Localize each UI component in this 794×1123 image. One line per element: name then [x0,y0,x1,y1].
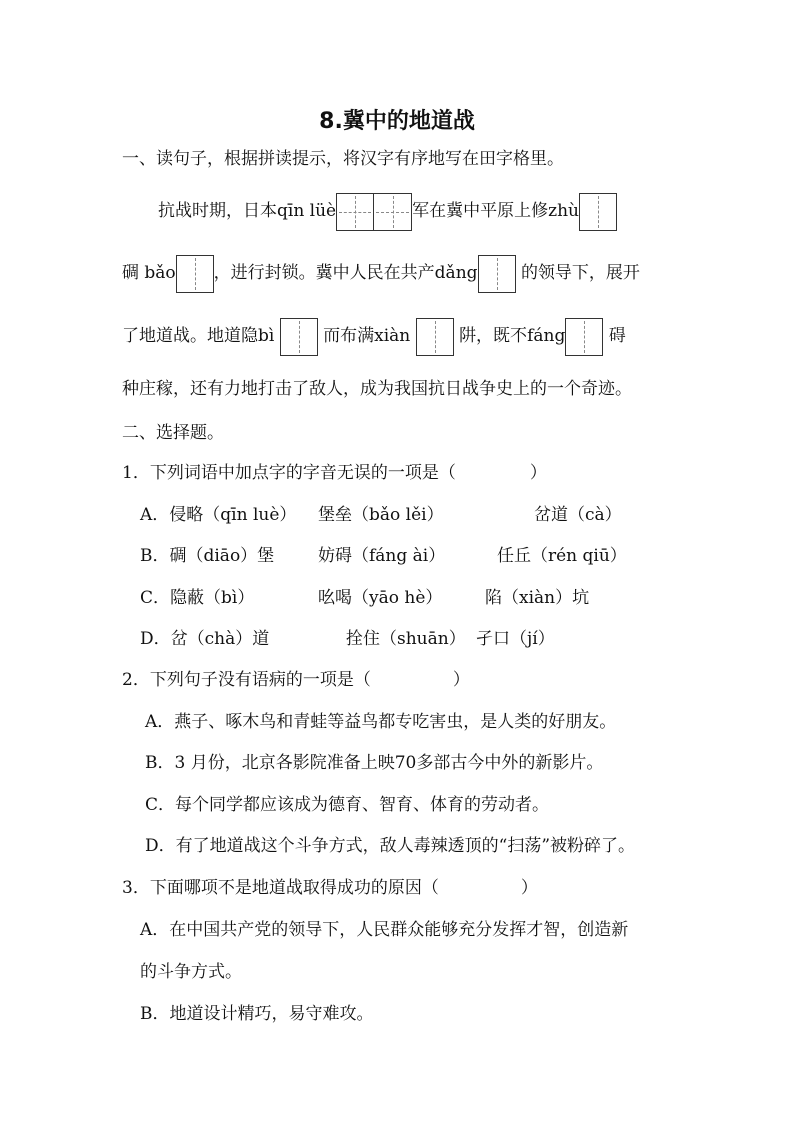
question-3-stem [122,876,538,900]
q1-option-a-2: 堡垒（bǎo lěi） [318,505,444,525]
tianzige-pair-qinlue[interactable] [336,193,412,231]
q2-option-b: B．3 月份，北京各影院准备上映70多部古今中外的新影片。 [145,753,604,773]
pinyin-hint: dǎng [434,263,478,283]
text-segment: 碍 [608,326,626,346]
section2-heading: 二、选择题。 [122,423,224,443]
q2-option-c: C．每个同学都应该成为德育、智育、体育的劳动者。 [145,795,550,815]
pinyin-hint: bì [258,326,275,346]
paren-close: ） [452,670,470,690]
question-text: 1．下列词语中加点字的字音无误的一项是（ [122,463,456,483]
text-segment: 抗战时期，日本 [158,201,277,221]
pinyin-hint: zhù [548,201,579,221]
section1-line-3 [122,315,626,357]
tianzige-box-bao[interactable] [176,255,214,293]
page-title: 8.冀中的地道战 [319,109,475,134]
question-1-stem [122,461,547,485]
q3-option-a-line-2: 的斗争方式。 [140,962,242,982]
tianzige-box[interactable] [374,193,412,231]
section1-line-4: 种庄稼，还有力地打击了敌人，成为我国抗日战争史上的一个奇迹。 [122,379,632,399]
q1-option-b-2: 妨碍（fáng ài） [318,546,446,566]
q2-option-a: A．燕子、啄木鸟和青蛙等益鸟都专吃害虫，是人类的好朋友。 [145,712,617,732]
text-segment: ，进行封锁。冀中人民在共产 [213,263,435,283]
q1-option-c-2: 吆喝（yāo hè） [318,588,443,608]
tianzige-box-xian[interactable] [416,318,454,356]
question-2-stem [122,668,470,692]
text-segment: 的领导下，展开 [520,263,640,283]
q1-option-d-2: 拴住（shuān） [346,629,466,649]
text-segment: 了地道战。地道隐 [122,326,258,346]
tianzige-box-dang[interactable] [478,255,516,293]
section1-heading: 一、读句子，根据拼读提示，将汉字有序地写在田字格里。 [122,149,564,169]
pinyin-hint: fáng [527,326,566,346]
tianzige-box-zhu[interactable] [579,193,617,231]
text-segment: 阱，既不 [459,326,528,346]
q1-option-c-1: C．隐蔽（bì） [140,588,255,608]
question-text: 2．下列句子没有语病的一项是（ [122,670,371,690]
tianzige-box-fang[interactable] [565,318,603,356]
q1-option-b-3: 任丘（rén qiū） [497,546,627,566]
q3-option-b: B．地道设计精巧，易守难攻。 [140,1004,374,1024]
q1-option-a-1: A．侵略（qīn luè） [140,505,297,525]
q1-option-c-3: 陷（xiàn）坑 [485,588,590,608]
text-segment: 军在冀中平原上修 [412,201,549,221]
paren-close: ） [520,878,538,898]
paren-close: ） [529,463,547,483]
pinyin-hint: qīn lüè [277,201,337,221]
q1-option-d-1: D．岔（chà）道 [140,629,270,649]
q1-option-b-1: B．碉（diāo）堡 [140,546,275,566]
section1-line-2 [122,252,640,294]
text-segment: 而布满 [323,326,375,346]
text-segment: 碉 [122,263,139,283]
section1-line-1 [158,190,617,232]
question-text: 3．下面哪项不是地道战取得成功的原因（ [122,878,439,898]
pinyin-hint: xiàn [374,326,411,346]
tianzige-box[interactable] [336,193,374,231]
tianzige-box-bi[interactable] [280,318,318,356]
q2-option-d: D．有了地道战这个斗争方式，敌人毒辣透顶的“扫荡”被粉碎了。 [145,836,636,856]
q1-option-d-3: 孑口（jí） [476,629,555,649]
q3-option-a-line-1: A．在中国共产党的领导下，人民群众能够充分发挥才智，创造新 [140,920,629,940]
q1-option-a-3: 岔道（cà） [534,505,622,525]
pinyin-hint: bǎo [144,263,176,283]
